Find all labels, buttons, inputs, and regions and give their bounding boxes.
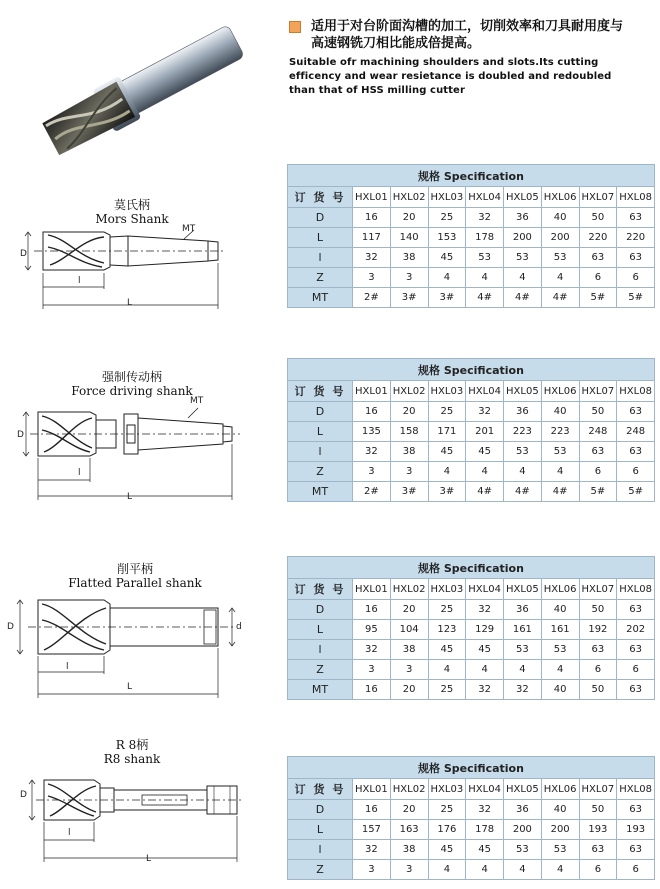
table-cell: 63	[579, 248, 617, 268]
table-cell: 129	[466, 620, 504, 640]
table-cell: 50	[579, 800, 617, 820]
table-cell: 178	[466, 228, 504, 248]
flute-length-label: l	[68, 828, 71, 838]
table-cell: 32	[466, 800, 504, 820]
description-chinese: 适用于对台阶面沟槽的加工，切削效率和刀具耐用度与高速钢铣刀相比能成倍提高。	[311, 19, 624, 51]
model-header: HXL08	[617, 579, 655, 600]
table-header-row	[288, 579, 655, 600]
table-cell: 63	[579, 840, 617, 860]
table-cell: 153	[428, 228, 466, 248]
table-cell: 202	[617, 620, 655, 640]
table-cell: 36	[504, 402, 542, 422]
table-cell: 63	[579, 640, 617, 660]
caption-chinese: 莫氏柄	[113, 198, 150, 212]
table-row	[288, 860, 655, 880]
table-cell: 25	[428, 402, 466, 422]
table-cell: 123	[428, 620, 466, 640]
model-header: HXL08	[617, 381, 655, 402]
table-cell: 3#	[428, 482, 466, 502]
table-row	[288, 402, 655, 422]
table-cell: 223	[541, 422, 579, 442]
flatted-shank-drawing	[8, 594, 258, 704]
table-cell: 223	[504, 422, 542, 442]
flute-length-label: l	[78, 276, 81, 286]
table-cell: 200	[504, 820, 542, 840]
table-cell: 63	[617, 840, 655, 860]
table-cell: 16	[353, 600, 391, 620]
table-cell: 63	[617, 600, 655, 620]
model-header: HXL07	[579, 579, 617, 600]
param-label: D	[288, 800, 353, 820]
overall-length-label: L	[146, 854, 152, 864]
table-cell: 53	[541, 640, 579, 660]
param-label: D	[288, 402, 353, 422]
param-label: Z	[288, 660, 353, 680]
table-cell: 40	[541, 680, 579, 700]
table-cell: 161	[504, 620, 542, 640]
table-cell: 63	[617, 402, 655, 422]
bullet-icon	[289, 21, 301, 33]
model-header: HXL05	[504, 381, 542, 402]
param-label: L	[288, 228, 353, 248]
table-cell: 53	[504, 640, 542, 660]
model-header: HXL01	[353, 187, 391, 208]
shank-diameter-label: d	[236, 622, 242, 632]
param-label: l	[288, 442, 353, 462]
table-cell: 4	[428, 462, 466, 482]
table-cell: 248	[617, 422, 655, 442]
table-title: 规格 Specification	[288, 359, 655, 381]
table-cell: 45	[428, 442, 466, 462]
overall-length-label: L	[127, 682, 133, 692]
model-header: HXL06	[541, 779, 579, 800]
param-label: MT	[288, 482, 353, 502]
table-cell: 40	[541, 800, 579, 820]
table-row	[288, 268, 655, 288]
table-cell: 200	[541, 820, 579, 840]
table-cell: 200	[541, 228, 579, 248]
caption-english: Mors Shank	[95, 212, 169, 226]
model-header: HXL05	[504, 579, 542, 600]
table-cell: 40	[541, 600, 579, 620]
table-cell: 45	[428, 248, 466, 268]
model-header: HXL07	[579, 779, 617, 800]
param-label: Z	[288, 462, 353, 482]
table-cell: 36	[504, 600, 542, 620]
table-cell: 193	[617, 820, 655, 840]
table-row	[288, 288, 655, 308]
table-cell: 45	[466, 640, 504, 660]
table-cell: 4	[504, 860, 542, 880]
model-header: HXL02	[390, 381, 428, 402]
table-cell: 3#	[428, 288, 466, 308]
table-title: 规格 Specification	[288, 557, 655, 579]
table-cell: 6	[617, 660, 655, 680]
table-cell: 117	[353, 228, 391, 248]
table-cell: 4	[466, 462, 504, 482]
table-cell: 32	[466, 680, 504, 700]
param-label: Z	[288, 860, 353, 880]
table-cell: 53	[541, 442, 579, 462]
table-cell: 63	[617, 680, 655, 700]
table-cell: 36	[504, 208, 542, 228]
description-english: Suitable ofr machining shoulders and slots.Its cutting efficency and wear resietance is doubled and redoubled than that of HSS milling cutter	[289, 57, 612, 96]
table-cell: 53	[541, 840, 579, 860]
table-cell: 16	[353, 402, 391, 422]
model-header: HXL02	[390, 187, 428, 208]
table-cell: 4	[466, 660, 504, 680]
diameter-label: D	[20, 790, 27, 800]
table-header-row	[288, 779, 655, 800]
order-number-header: 订 货 号	[288, 381, 353, 402]
table-row	[288, 680, 655, 700]
table-cell: 53	[504, 840, 542, 860]
table-cell: 3	[390, 860, 428, 880]
table-cell: 50	[579, 600, 617, 620]
table-cell: 5#	[617, 288, 655, 308]
model-header: HXL02	[390, 779, 428, 800]
table-cell: 4	[504, 462, 542, 482]
table-cell: 158	[390, 422, 428, 442]
mt-label: MT	[182, 224, 196, 234]
table-cell: 53	[541, 248, 579, 268]
table-cell: 32	[466, 208, 504, 228]
model-header: HXL07	[579, 381, 617, 402]
table-cell: 171	[428, 422, 466, 442]
table-header-row	[288, 381, 655, 402]
table-cell: 176	[428, 820, 466, 840]
table-cell: 6	[579, 462, 617, 482]
table-cell: 53	[504, 442, 542, 462]
table-cell: 38	[390, 840, 428, 860]
table-cell: 50	[579, 208, 617, 228]
param-label: l	[288, 248, 353, 268]
table-cell: 3	[353, 660, 391, 680]
spec-table	[287, 756, 655, 880]
table-cell: 32	[353, 442, 391, 462]
table-cell: 220	[617, 228, 655, 248]
table-cell: 4#	[466, 482, 504, 502]
caption-chinese: 强制传动柄	[101, 370, 162, 384]
table-cell: 63	[617, 800, 655, 820]
model-header: HXL01	[353, 579, 391, 600]
table-cell: 200	[504, 228, 542, 248]
caption-english: Force driving shank	[71, 384, 193, 398]
table-row	[288, 840, 655, 860]
table-title: 规格 Specification	[288, 757, 655, 779]
end-mill-product-photo	[28, 14, 258, 164]
table-cell: 16	[353, 208, 391, 228]
table-cell: 32	[466, 402, 504, 422]
table-cell: 192	[579, 620, 617, 640]
table-row	[288, 640, 655, 660]
table-cell: 25	[428, 680, 466, 700]
table-cell: 63	[617, 442, 655, 462]
table-cell: 45	[466, 840, 504, 860]
table-cell: 4	[541, 462, 579, 482]
diameter-label: D	[7, 622, 14, 632]
table-row	[288, 442, 655, 462]
order-number-header: 订 货 号	[288, 779, 353, 800]
spec-table	[287, 556, 655, 700]
model-header: HXL08	[617, 187, 655, 208]
caption-chinese: R 8柄	[115, 738, 149, 752]
model-header: HXL03	[428, 187, 466, 208]
order-number-header: 订 货 号	[288, 579, 353, 600]
table-cell: 161	[541, 620, 579, 640]
table-header-row	[288, 187, 655, 208]
model-header: HXL08	[617, 779, 655, 800]
table-cell: 4	[504, 268, 542, 288]
table-cell: 45	[466, 442, 504, 462]
table-row	[288, 208, 655, 228]
model-header: HXL06	[541, 187, 579, 208]
model-header: HXL04	[466, 381, 504, 402]
table-cell: 163	[390, 820, 428, 840]
table-row	[288, 800, 655, 820]
table-cell: 3	[390, 268, 428, 288]
table-cell: 3	[390, 462, 428, 482]
table-cell: 5#	[579, 482, 617, 502]
param-label: MT	[288, 680, 353, 700]
table-cell: 40	[541, 208, 579, 228]
overall-length-label: L	[127, 492, 133, 502]
table-cell: 45	[428, 840, 466, 860]
spec-table	[287, 164, 655, 308]
table-cell: 16	[353, 680, 391, 700]
table-row	[288, 600, 655, 620]
model-header: HXL05	[504, 187, 542, 208]
table-cell: 20	[390, 600, 428, 620]
caption-english: R8 shank	[103, 752, 161, 766]
table-cell: 104	[390, 620, 428, 640]
param-label: l	[288, 640, 353, 660]
section-caption	[62, 370, 202, 398]
table-cell: 4	[541, 268, 579, 288]
table-row	[288, 660, 655, 680]
table-cell: 4#	[541, 288, 579, 308]
table-cell: 6	[579, 268, 617, 288]
model-header: HXL04	[466, 579, 504, 600]
table-cell: 4	[541, 860, 579, 880]
table-row	[288, 422, 655, 442]
table-cell: 4#	[504, 288, 542, 308]
table-cell: 6	[617, 462, 655, 482]
table-cell: 63	[617, 640, 655, 660]
table-cell: 220	[579, 228, 617, 248]
table-cell: 4#	[541, 482, 579, 502]
table-cell: 25	[428, 208, 466, 228]
table-title: 规格 Specification	[288, 165, 655, 187]
diameter-label: D	[20, 249, 27, 259]
table-cell: 32	[466, 600, 504, 620]
table-row	[288, 248, 655, 268]
param-label: l	[288, 840, 353, 860]
caption-chinese: 削平柄	[116, 562, 153, 576]
table-cell: 5#	[617, 482, 655, 502]
table-cell: 32	[353, 248, 391, 268]
table-cell: 40	[541, 402, 579, 422]
table-row	[288, 462, 655, 482]
flute-length-label: l	[78, 468, 81, 478]
table-cell: 25	[428, 800, 466, 820]
section-caption	[60, 562, 210, 590]
model-header: HXL05	[504, 779, 542, 800]
table-cell: 20	[390, 208, 428, 228]
table-cell: 63	[579, 442, 617, 462]
table-cell: 2#	[353, 482, 391, 502]
table-cell: 193	[579, 820, 617, 840]
model-header: HXL06	[541, 381, 579, 402]
diameter-label: D	[17, 430, 24, 440]
caption-english: Flatted Parallel shank	[68, 576, 202, 590]
mors-shank-drawing	[18, 217, 258, 322]
table-cell: 4#	[504, 482, 542, 502]
table-row	[288, 620, 655, 640]
table-cell: 6	[617, 268, 655, 288]
model-header: HXL04	[466, 779, 504, 800]
param-label: L	[288, 620, 353, 640]
table-cell: 135	[353, 422, 391, 442]
table-cell: 140	[390, 228, 428, 248]
product-description	[289, 18, 634, 98]
order-number-header: 订 货 号	[288, 187, 353, 208]
table-cell: 20	[390, 402, 428, 422]
table-cell: 38	[390, 640, 428, 660]
table-cell: 157	[353, 820, 391, 840]
model-header: HXL06	[541, 579, 579, 600]
param-label: Z	[288, 268, 353, 288]
model-header: HXL07	[579, 187, 617, 208]
table-row	[288, 482, 655, 502]
table-cell: 63	[617, 248, 655, 268]
table-cell: 38	[390, 248, 428, 268]
r8-shank-drawing	[22, 766, 262, 876]
table-cell: 32	[353, 640, 391, 660]
table-cell: 5#	[579, 288, 617, 308]
param-label: D	[288, 600, 353, 620]
table-cell: 3	[390, 660, 428, 680]
param-label: L	[288, 820, 353, 840]
spec-table	[287, 358, 655, 502]
table-cell: 16	[353, 800, 391, 820]
table-cell: 45	[428, 640, 466, 660]
table-cell: 3	[353, 462, 391, 482]
table-cell: 50	[579, 680, 617, 700]
table-cell: 3	[353, 860, 391, 880]
table-cell: 6	[579, 660, 617, 680]
table-cell: 3	[353, 268, 391, 288]
table-cell: 50	[579, 402, 617, 422]
table-cell: 25	[428, 600, 466, 620]
table-cell: 53	[504, 248, 542, 268]
model-header: HXL01	[353, 779, 391, 800]
flute-length-label: l	[66, 662, 69, 672]
table-cell: 201	[466, 422, 504, 442]
force-driving-shank-drawing	[18, 400, 258, 510]
table-row	[288, 820, 655, 840]
mt-label: MT	[190, 396, 204, 406]
table-cell: 95	[353, 620, 391, 640]
table-cell: 4#	[466, 288, 504, 308]
table-cell: 32	[504, 680, 542, 700]
model-header: HXL02	[390, 579, 428, 600]
model-header: HXL04	[466, 187, 504, 208]
param-label: L	[288, 422, 353, 442]
table-cell: 4	[428, 268, 466, 288]
table-cell: 3#	[390, 288, 428, 308]
table-cell: 4	[504, 660, 542, 680]
model-header: HXL03	[428, 579, 466, 600]
table-cell: 32	[353, 840, 391, 860]
section-caption	[72, 738, 192, 766]
table-cell: 53	[466, 248, 504, 268]
table-cell: 4	[466, 860, 504, 880]
model-header: HXL03	[428, 381, 466, 402]
table-cell: 36	[504, 800, 542, 820]
model-header: HXL01	[353, 381, 391, 402]
table-row	[288, 228, 655, 248]
table-cell: 63	[617, 208, 655, 228]
table-cell: 20	[390, 680, 428, 700]
table-cell: 248	[579, 422, 617, 442]
table-cell: 38	[390, 442, 428, 462]
param-label: D	[288, 208, 353, 228]
overall-length-label: L	[127, 298, 133, 308]
table-cell: 4	[428, 860, 466, 880]
table-cell: 4	[428, 660, 466, 680]
table-cell: 4	[541, 660, 579, 680]
param-label: MT	[288, 288, 353, 308]
table-cell: 178	[466, 820, 504, 840]
table-cell: 6	[617, 860, 655, 880]
table-cell: 20	[390, 800, 428, 820]
table-cell: 6	[579, 860, 617, 880]
table-cell: 2#	[353, 288, 391, 308]
model-header: HXL03	[428, 779, 466, 800]
table-cell: 4	[466, 268, 504, 288]
table-cell: 3#	[390, 482, 428, 502]
